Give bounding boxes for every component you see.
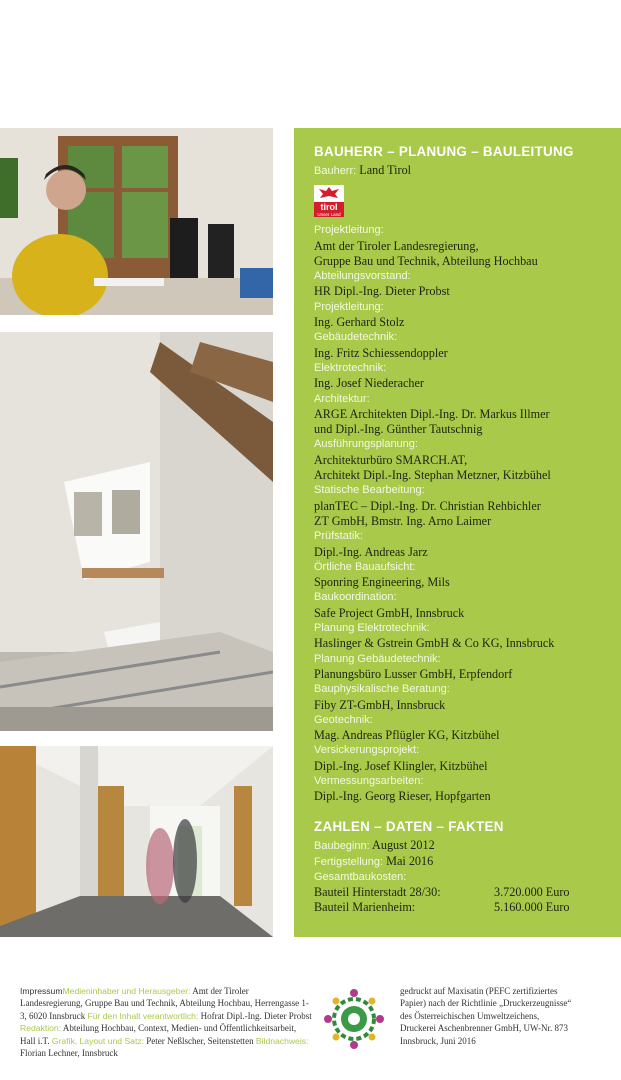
credit-role-label: Statische Bearbeitung:: [314, 484, 425, 497]
logo-text: tirol: [320, 202, 338, 213]
credit-role-label: Elektrotechnik:: [314, 361, 387, 374]
credit-value: Safe Project GmbH, Innsbruck: [314, 605, 465, 620]
cost-value: 3.720.000 Euro: [494, 885, 570, 900]
impressum-text: [20, 985, 312, 1059]
impressum-field-value: Florian Lechner, Innsbruck: [20, 1048, 118, 1059]
fertigstellung-label: Fertigstellung:: [314, 855, 384, 868]
credit-value: Architekt Dipl.-Ing. Stephan Metzner, Kitzbühel: [314, 468, 551, 483]
umweltzeichen-logo-icon: [322, 987, 386, 1051]
credits-list: [314, 223, 616, 804]
bauherr-value: Land Tirol: [359, 163, 412, 177]
credit-value: Ing. Fritz Schiessendoppler: [314, 345, 448, 360]
cost-row: [314, 885, 616, 900]
credit-value: Haslinger & Gstrein GmbH & Co KG, Innsbruck: [314, 636, 555, 651]
photo-stairwell: [0, 332, 273, 731]
impressum-field-label: Für den Inhalt verantwortlich:: [87, 1010, 199, 1021]
credit-value: und Dipl.-Ing. Günther Tautschnig: [314, 422, 483, 437]
cost-label: Bauteil Hinterstadt 28/30:: [314, 885, 441, 900]
credit-value: Planungsbüro Lusser GmbH, Erpfendorf: [314, 666, 513, 681]
credit-value: Dipl.-Ing. Georg Rieser, Hopfgarten: [314, 789, 491, 804]
impressum-field-value: Peter Neßlscher, Seitenstetten: [144, 1035, 256, 1046]
bauherr-label: Bauherr:: [314, 165, 357, 177]
photo-corridor: [0, 746, 273, 937]
fertigstellung-value: Mai 2016: [386, 853, 434, 868]
impressum-field-label: Bildnachweis:: [255, 1035, 309, 1046]
logo-text-block: [314, 202, 344, 217]
credit-value: Ing. Josef Niederacher: [314, 376, 424, 391]
impressum-field-label: Redaktion:: [20, 1023, 62, 1034]
credit-value: ARGE Architekten Dipl.-Ing. Dr. Markus Illmer: [314, 406, 550, 421]
info-panel: [294, 128, 621, 937]
credit-value: Mag. Andreas Pflügler KG, Kitzbühel: [314, 728, 500, 743]
credit-role-label: Prüfstatik:: [314, 530, 363, 543]
impressum-field-label: Grafik, Layout und Satz:: [51, 1035, 145, 1046]
impressum-heading: Impressum: [20, 986, 63, 996]
fertigstellung-line: [314, 854, 616, 870]
credit-value: Amt der Tiroler Landesregierung,: [314, 238, 479, 253]
credit-value: Sponring Engineering, Mils: [314, 575, 450, 590]
photo-office-worker: [0, 128, 273, 315]
print-info-line: Druckerei Aschenbrenner GmbH, UW-Nr. 873: [400, 1023, 568, 1034]
baubeginn-line: [314, 838, 616, 854]
credit-value: Dipl.-Ing. Andreas Jarz: [314, 544, 428, 559]
credit-role-label: Gebäudetechnik:: [314, 331, 398, 344]
bauherr-line: [314, 163, 616, 179]
gesamtbaukosten-label: Gesamtbaukosten:: [314, 871, 407, 884]
credit-role-label: Baukoordination:: [314, 591, 397, 604]
impressum-field-value: Hofrat Dipl.-Ing. Dieter Probst: [198, 1010, 312, 1021]
credit-role-label: Versickerungsprojekt:: [314, 744, 420, 757]
section-title-planning: BAUHERR – PLANUNG – BAULEITUNG: [314, 144, 574, 159]
cost-value: 5.160.000 Euro: [494, 900, 570, 915]
print-info-line: gedruckt auf Maxisatin (PEFC zertifiziertes: [400, 986, 558, 996]
info-content: [314, 144, 616, 915]
credit-role-label: Örtliche Bauaufsicht:: [314, 560, 416, 573]
baubeginn-value: August 2012: [372, 837, 435, 852]
print-info-line: des Österreichischen Umweltzeichens,: [400, 1010, 540, 1021]
cost-row: [314, 900, 616, 915]
credit-value: Fiby ZT-GmbH, Innsbruck: [314, 697, 446, 712]
print-info-line: Papier) nach der Richtlinie „Druckerzeugnisse“: [400, 998, 572, 1009]
credit-role-label: Vermessungsarbeiten:: [314, 774, 424, 787]
print-info: [400, 985, 600, 1047]
credit-role-label: Projektleitung:: [314, 224, 384, 237]
credit-role-label: Ausführungsplanung:: [314, 438, 418, 451]
credit-role-label: Projektleitung:: [314, 300, 384, 313]
cost-label: Bauteil Marienheim:: [314, 900, 416, 915]
credit-role-label: Bauphysikalische Beratung:: [314, 683, 450, 696]
cost-table: [314, 885, 616, 915]
footer: [20, 985, 600, 1065]
print-info-line: Innsbruck, Juni 2016: [400, 1035, 476, 1046]
credit-role-label: Geotechnik:: [314, 713, 373, 726]
credit-role-label: Architektur:: [314, 392, 370, 405]
tirol-logo: [314, 185, 344, 217]
baubeginn-label: Baubeginn:: [314, 839, 370, 852]
credit-value: planTEC – Dipl.-Ing. Dr. Christian Rehbichler: [314, 498, 541, 513]
impressum-field-value: Abteilung Hochbau, Context, Medien- und Öffentlichkeitsarbeit, Hall i.T.: [20, 1023, 297, 1046]
credit-role-label: Planung Gebäudetechnik:: [314, 652, 441, 665]
credit-role-label: Planung Elektrotechnik:: [314, 622, 430, 635]
impressum-field-value: Amt der Tiroler Landesregierung, Gruppe Bau und Technik, Abteilung Hochbau, Herrengasse 1-3, 6020 Innsbruck: [20, 986, 309, 1021]
credit-role-label: Abteilungsvorstand:: [314, 270, 411, 283]
credit-value: HR Dipl.-Ing. Dieter Probst: [314, 284, 450, 299]
logo-subtext: Unser Land: [317, 212, 341, 218]
credit-value: ZT GmbH, Bmstr. Ing. Arno Laimer: [314, 513, 492, 528]
impressum-field-label: Medieninhaber und Herausgeber:: [62, 986, 191, 996]
credit-value: Dipl.-Ing. Josef Klingler, Kitzbühel: [314, 758, 488, 773]
credit-value: Gruppe Bau und Technik, Abteilung Hochbau: [314, 253, 538, 268]
eagle-icon: [314, 185, 344, 202]
section-title-facts: ZAHLEN – DATEN – FAKTEN: [314, 818, 504, 834]
credit-value: Architekturbüro SMARCH.AT,: [314, 452, 468, 467]
credit-value: Ing. Gerhard Stolz: [314, 315, 405, 330]
